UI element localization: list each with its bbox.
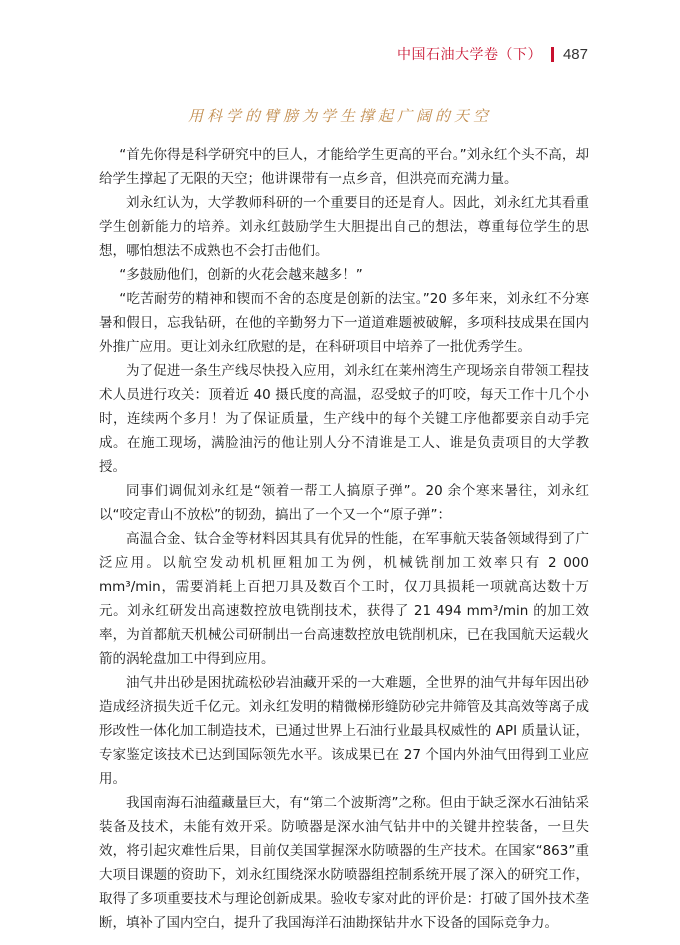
page-number: 487: [562, 45, 588, 63]
paragraph: “吃苦耐劳的精神和锲而不舍的态度是创新的法宝。”20 多年来，刘永红不分寒暑和假日，忘我钻研，在他的辛勤努力下一道道难题被破解，多项科技成果在国内外推广应用。更让刘永红欣慰的是，在科研项目中培养了一批优秀学生。: [99, 291, 589, 355]
running-header: [397, 44, 588, 64]
paragraph: 油气井出砂是困扰疏松砂岩油藏开采的一大难题，全世界的油气井每年因出砂造成经济损失近千亿元。刘永红发明的精微梯形缝防砂完井筛管及其高效等离子成形改性一体化加工制造技术，已通过世界上石油行业最具权威性的 API 质量认证，专家鉴定该技术已达到国际领先水平。该成果已在 27 个国内外油气田得到工业应用。: [99, 675, 589, 787]
paragraph: 高温合金、钛合金等材料因其具有优异的性能，在军事航天装备领域得到了广泛应用。以航空发动机机匣粗加工为例，机械铣削加工效率只有 2 000 mm³/min，需要消耗上百把刀具及数百个工时，仅刀具损耗一项就高达数十万元。刘永红研发出高速数控放电铣削技术，获得了 21 494 mm³/min 的加工效率，为首都航天机械公司研制出一台高速数控放电铣削机床，已在我国航天运载火箭的涡轮盘加工中得到应用。: [99, 531, 589, 667]
paragraph: 刘永红认为，大学教师科研的一个重要目的还是育人。因此，刘永红尤其看重学生创新能力的培养。刘永红鼓励学生大胆提出自己的想法，尊重每位学生的思想，哪怕想法不成熟也不会打击他们。: [99, 195, 589, 259]
book-title: 中国石油大学卷（下）: [396, 47, 542, 63]
paragraph: “首先你得是科学研究中的巨人，才能给学生更高的平台。”刘永红个头不高，却给学生撑起了无限的天空；他讲课带有一点乡音，但洪亮而充满力量。: [99, 147, 589, 187]
paragraph: 为了促进一条生产线尽快投入应用，刘永红在莱州湾生产现场亲自带领工程技术人员进行攻关：顶着近 40 摄氏度的高温，忍受蚊子的叮咬，每天工作十几个小时，连续两个多月！为了保证质量，生产线中的每个关键工序他都要亲自动手完成。在施工现场，满脸油污的他让别人分不清谁是工人、谁是负责项目的大学教授。: [99, 363, 589, 475]
paragraph: 我国南海石油蕴藏量巨大，有“第二个波斯湾”之称。但由于缺乏深水石油钻采装备及技术，未能有效开采。防喷器是深水油气钻井中的关键井控装备，一旦失效，将引起灾难性后果，目前仅美国掌握深水防喷器的生产技术。在国家“863”重大项目课题的资助下，刘永红围绕深水防喷器组控制系统开展了深入的研究工作，取得了多项重要技术与理论创新成果。验收专家对此的评价是：打破了国外技术垄断，填补了国内空白，提升了我国海洋石油勘探钻井水下设备的国际竞争力。: [99, 795, 589, 931]
article-body: [99, 143, 589, 935]
paragraph: 同事们调侃刘永红是“领着一帮工人搞原子弹”。20 余个寒来暑往，刘永红以“咬定青山不放松”的韧劲，搞出了一个又一个“原子弹”：: [99, 483, 589, 523]
article-title: 用科学的臂膀为学生撑起广阔的天空: [187, 107, 492, 125]
paragraph: “多鼓励他们，创新的火花会越来越多！”: [119, 267, 363, 283]
header-divider: [551, 47, 554, 62]
